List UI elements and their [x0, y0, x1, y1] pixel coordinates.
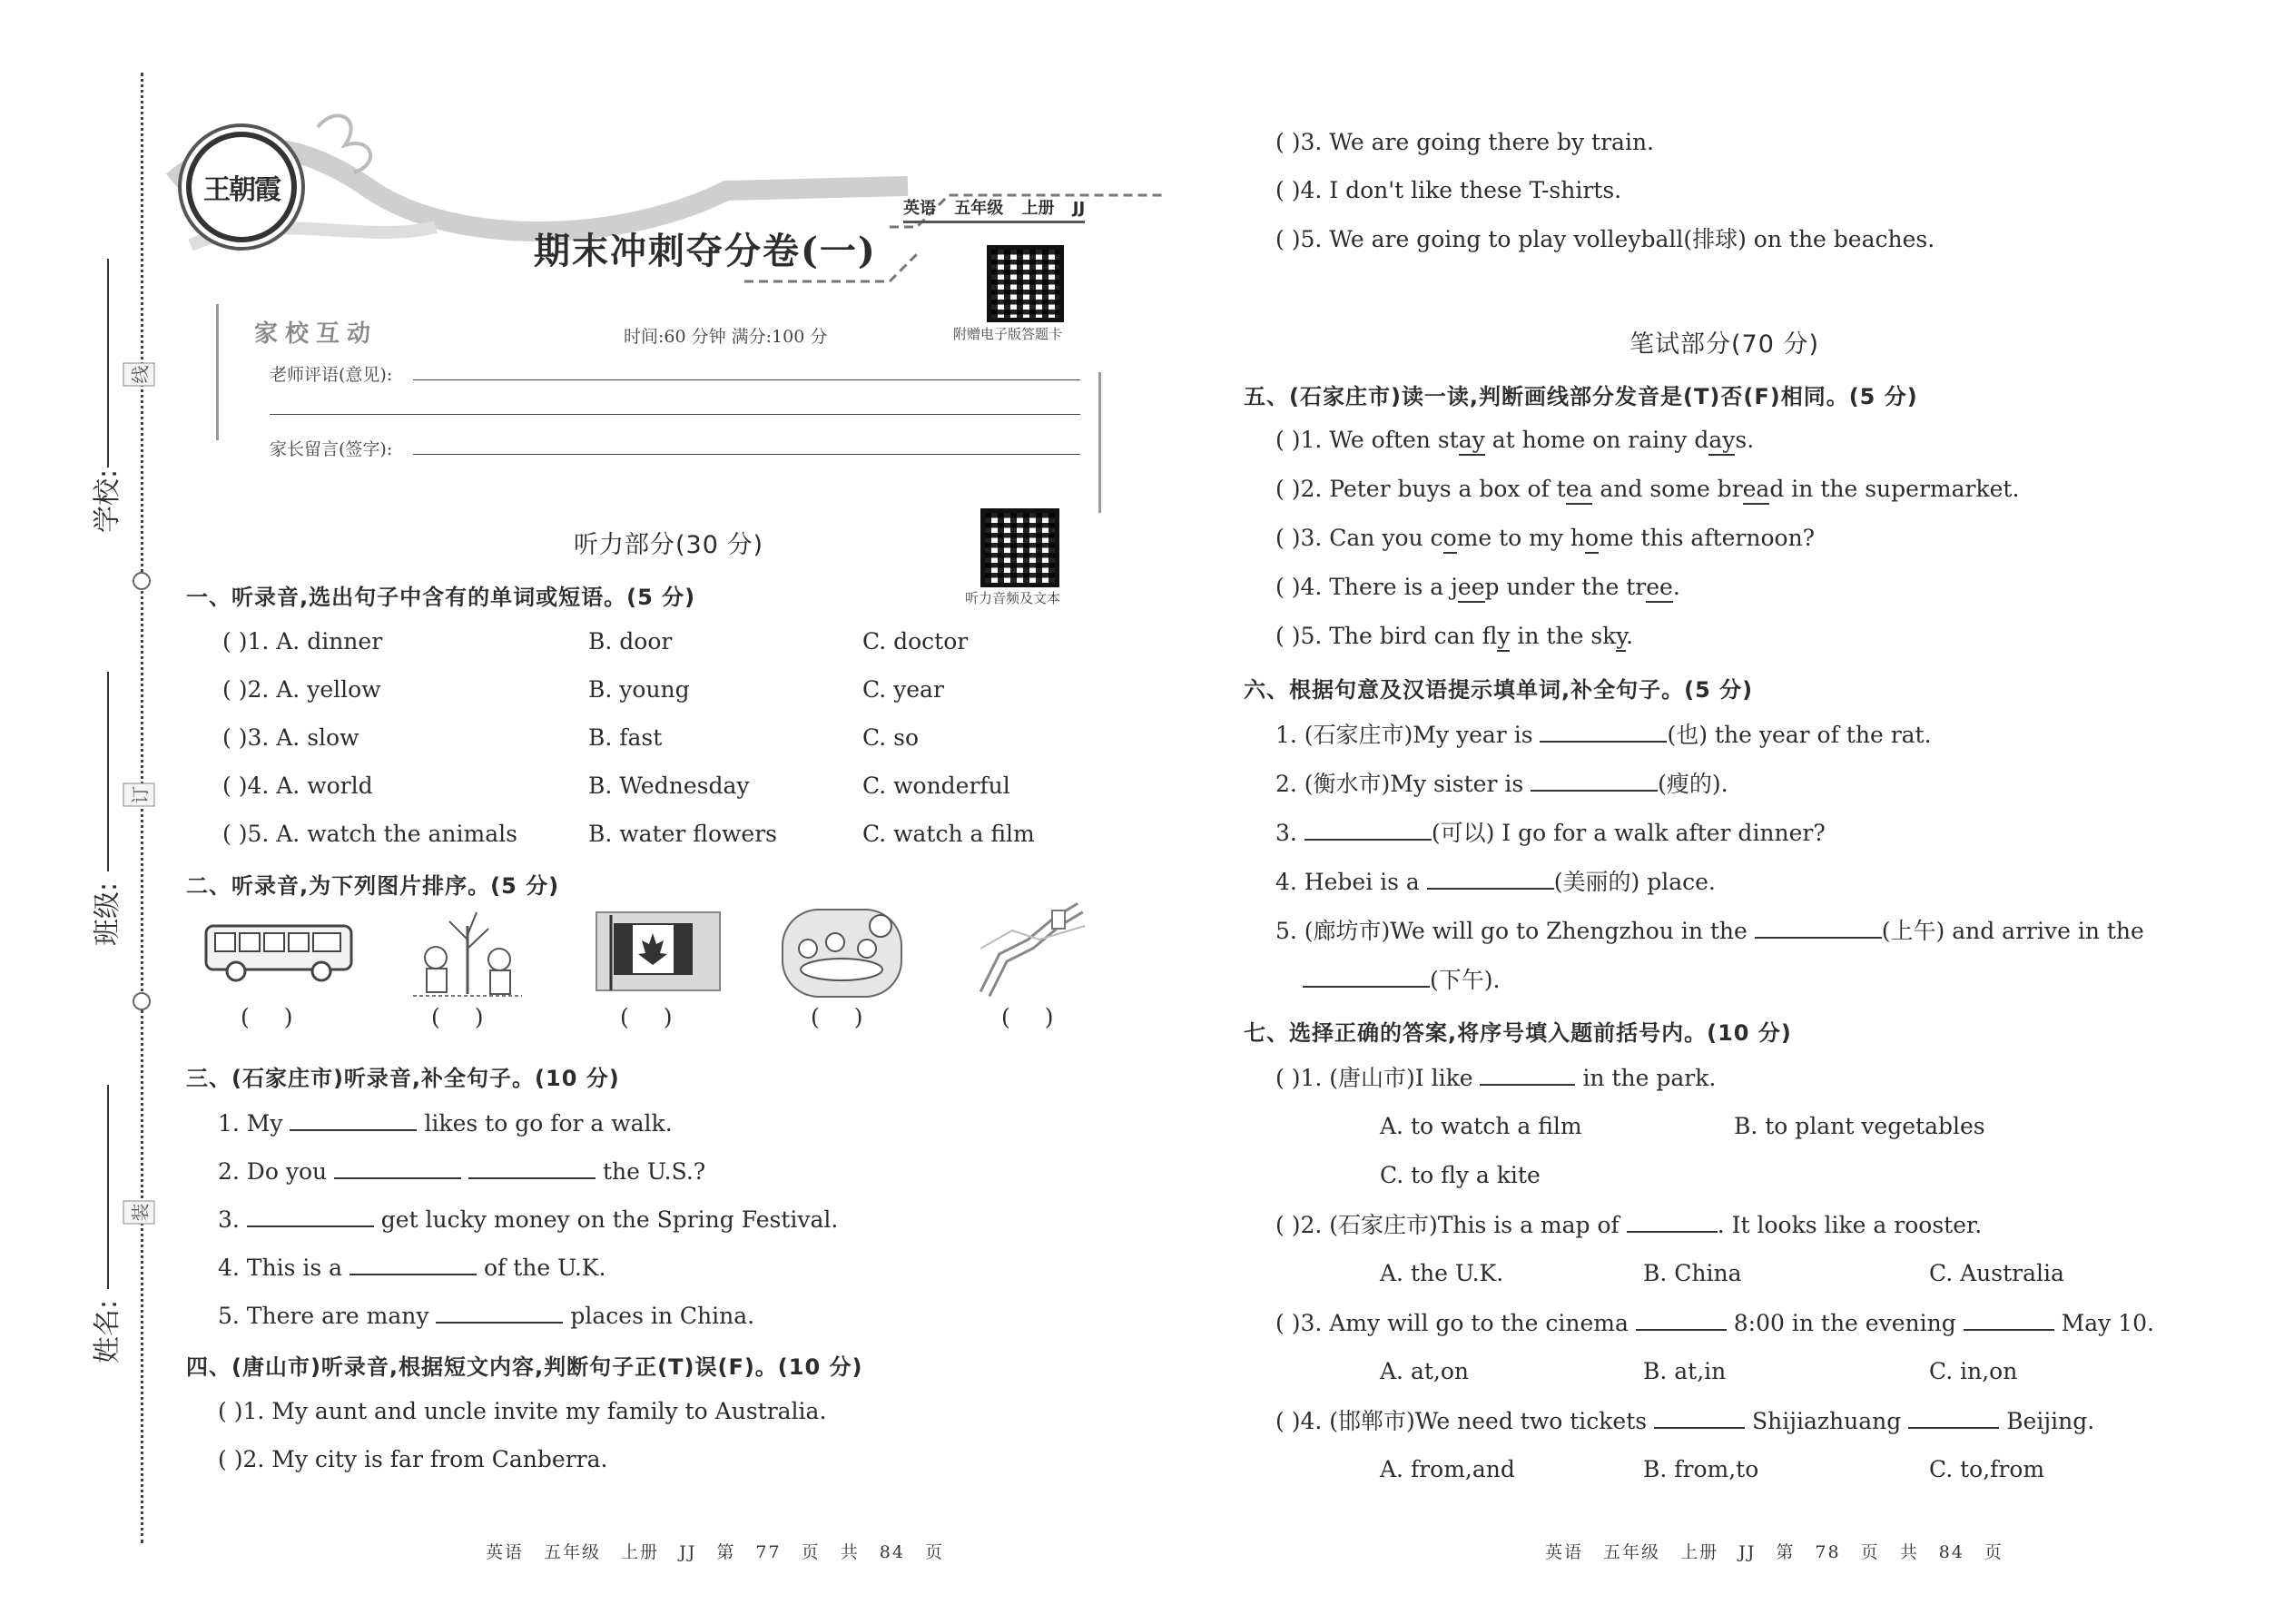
picture-flag-answer[interactable]: ( ): [620, 1004, 673, 1030]
s7-q2[interactable]: [1275, 1211, 1982, 1239]
s6-item-4[interactable]: [1275, 868, 1716, 896]
section-7-heading: 七、选择正确的答案,将序号填入题前括号内。(10 分): [1244, 1020, 1792, 1046]
s3-item-2-blank-2[interactable]: [468, 1157, 596, 1179]
s7-q3-post: May 10.: [2061, 1310, 2154, 1336]
s7-q4-blank-1[interactable]: [1654, 1407, 1745, 1429]
s6-item-4-pre: 4. Hebei is a: [1275, 869, 1420, 895]
s5-item-5-m: in the sk: [1510, 623, 1617, 649]
s1-item-3-c: C. so: [862, 724, 920, 751]
logo-seal: [186, 132, 297, 242]
s6-item-1-blank[interactable]: [1540, 721, 1667, 743]
s7-q3[interactable]: [1275, 1309, 2154, 1337]
s7-q1-blank[interactable]: [1480, 1064, 1575, 1086]
s3-item-5-pre: 5. There are many: [218, 1303, 429, 1329]
s7-q2-blank[interactable]: [1627, 1211, 1718, 1233]
section-3-heading: 三、(石家庄市)听录音,补全句子。(10 分): [186, 1066, 620, 1091]
s4-item-1[interactable]: ( )1. My aunt and uncle invite my family to Australia.: [218, 1398, 827, 1424]
s5-item-3-e: me this afternoon?: [1599, 525, 1816, 551]
parent-comment-label: 家长留言(签字):: [270, 439, 393, 459]
s5-item-2-m: and some br: [1592, 476, 1743, 502]
s7-q3-c: C. in,on: [1929, 1358, 2018, 1384]
picture-dinner-answer[interactable]: ( ): [811, 1004, 863, 1030]
answer-card-qr-code: [987, 245, 1064, 322]
s5-item-5[interactable]: [1275, 623, 1633, 650]
s7-q1-pre: ( )1. (唐山市)I like: [1275, 1065, 1473, 1091]
s6-item-5-blank-1[interactable]: [1755, 917, 1882, 939]
s7-q1-c: C. to fly a kite: [1380, 1162, 1541, 1188]
s1-item-5[interactable]: ( )5. A. watch the animals: [222, 821, 517, 847]
answer-card-qr-caption: 附赠电子版答题卡: [953, 326, 1063, 342]
footer-right: 英语 五年级 上册 JJ 第 78 页 共 84 页: [1545, 1542, 2004, 1562]
s6-item-3-pre: 3.: [1275, 820, 1297, 846]
s6-item-3-blank[interactable]: [1305, 819, 1432, 841]
s3-item-3-blank[interactable]: [247, 1206, 374, 1227]
binder-class-line: [107, 672, 109, 871]
jiaxiao-right-rule: [1098, 372, 1101, 513]
s7-q2-b: B. China: [1643, 1260, 1742, 1286]
s5-item-2-u2: ea: [1743, 476, 1770, 505]
section-4-heading: 四、(唐山市)听录音,根据短文内容,判断句子正(T)误(F)。(10 分): [186, 1354, 863, 1380]
jiaxiao-left-rule: [216, 304, 219, 440]
binder-school-line: [107, 259, 109, 468]
s3-item-4[interactable]: [218, 1254, 605, 1282]
teacher-comment-line-2[interactable]: [270, 414, 1080, 415]
s3-item-3-pre: 3.: [218, 1206, 240, 1233]
time-score: 时间:60 分钟 满分:100 分: [624, 327, 828, 347]
binder-dotted-line: [141, 73, 143, 1543]
s3-item-4-blank[interactable]: [350, 1254, 477, 1275]
s7-q3-mid: 8:00 in the evening: [1733, 1310, 1956, 1336]
binder-class-label: 班级:: [92, 881, 124, 947]
s7-q2-pre: ( )2. (石家庄市)This is a map of: [1275, 1212, 1620, 1238]
s6-item-2[interactable]: [1275, 770, 1728, 798]
listening-qr-caption: 听力音频及文本: [965, 590, 1061, 606]
s3-item-1-post: likes to go for a walk.: [424, 1110, 673, 1137]
s1-item-5-c: C. watch a film: [862, 821, 1035, 847]
s1-item-1[interactable]: ( )1. A. dinner: [222, 628, 383, 655]
s6-item-5-line-2[interactable]: [1303, 966, 1500, 994]
s6-item-2-post: (瘦的).: [1658, 771, 1728, 797]
s6-item-5-blank-2[interactable]: [1303, 966, 1430, 988]
s7-q4-c: C. to,from: [1929, 1456, 2045, 1482]
section-2-heading: 二、听录音,为下列图片排序。(5 分): [186, 873, 560, 899]
binder-school-label: 学校:: [92, 468, 124, 534]
s7-q1-post: in the park.: [1582, 1065, 1717, 1091]
s7-q1-b: B. to plant vegetables: [1734, 1113, 1985, 1139]
s4-item-5[interactable]: ( )5. We are going to play volleyball(排球) on the beaches.: [1275, 226, 1935, 252]
parent-comment-line[interactable]: [413, 454, 1080, 455]
s5-item-1-u2: ay: [1708, 427, 1735, 456]
picture-family-dinner: [781, 908, 903, 999]
binder-name-line: [107, 1085, 109, 1289]
s4-item-3[interactable]: ( )3. We are going there by train.: [1275, 129, 1655, 155]
s5-item-1-m: at home on rainy d: [1484, 427, 1709, 453]
s1-item-1-c: C. doctor: [862, 628, 969, 655]
jiaxiao-badge: 家校互动: [254, 320, 379, 348]
subject-tags: 英语 五年级 上册 JJ: [903, 195, 1085, 223]
s3-item-5-blank[interactable]: [436, 1302, 563, 1324]
s7-q2-c: C. Australia: [1929, 1260, 2064, 1286]
picture-bus: [202, 917, 356, 985]
s7-q1-a: A. to watch a film: [1380, 1113, 1582, 1139]
s6-item-5-pre: 5. (廊坊市)We will go to Zhengzhou in the: [1275, 918, 1748, 944]
s3-item-4-pre: 4. This is a: [218, 1255, 343, 1281]
s5-item-4-e: .: [1672, 574, 1680, 600]
section-6-heading: 六、根据句意及汉语提示填单词,补全句子。(5 分): [1244, 677, 1754, 703]
s6-item-2-pre: 2. (衡水市)My sister is: [1275, 771, 1524, 797]
s5-item-2-u1: ea: [1566, 476, 1593, 505]
section-1-heading: 一、听录音,选出句子中含有的单词或短语。(5 分): [186, 585, 696, 610]
s6-item-5-line2: (下午).: [1430, 967, 1501, 993]
s7-q3-pre: ( )3. Amy will go to the cinema: [1275, 1310, 1629, 1336]
binder-mark-1: [133, 572, 151, 590]
picture-great-wall: [976, 894, 1089, 999]
s1-item-3-b: B. fast: [588, 724, 663, 751]
s3-item-2-blank-1[interactable]: [334, 1157, 461, 1179]
s3-item-2-pre: 2. Do you: [218, 1158, 328, 1185]
s5-item-2-e: d in the supermarket.: [1769, 476, 2020, 502]
s3-item-2-post: the U.S.?: [602, 1158, 706, 1185]
s1-item-4-b: B. Wednesday: [588, 773, 750, 799]
listening-qr-code: [980, 508, 1059, 587]
s7-q4-blank-2[interactable]: [1908, 1407, 1999, 1429]
s3-item-1[interactable]: [218, 1109, 673, 1137]
s3-item-5[interactable]: [218, 1302, 754, 1330]
s3-item-3-post: get lucky money on the Spring Festival.: [380, 1206, 839, 1233]
binder-mark-2: [133, 992, 151, 1010]
s1-item-4[interactable]: ( )4. A. world: [222, 773, 373, 799]
s6-item-4-blank[interactable]: [1427, 868, 1554, 890]
logo-text: 王朝霞: [203, 174, 280, 206]
written-title: 笔试部分(70 分): [1629, 330, 1820, 359]
s7-q3-b: B. at,in: [1643, 1358, 1727, 1384]
picture-planting: [409, 903, 527, 1003]
s7-q4-a: A. from,and: [1380, 1456, 1515, 1482]
picture-canada-flag: [595, 910, 722, 992]
s3-item-1-pre: 1. My: [218, 1110, 283, 1137]
picture-planting-answer[interactable]: ( ): [431, 1004, 484, 1030]
s5-item-3[interactable]: [1275, 525, 1815, 552]
s7-q3-blank-1[interactable]: [1636, 1309, 1727, 1331]
s5-item-1-e: s.: [1735, 427, 1755, 453]
binder-tag-zhuang: 装: [123, 1201, 155, 1225]
picture-wall-answer[interactable]: ( ): [1001, 1004, 1054, 1030]
s1-item-3[interactable]: ( )3. A. slow: [222, 724, 359, 751]
s5-item-5-p: ( )5. The bird can fl: [1275, 623, 1498, 649]
binder-tag-xian: 线: [123, 363, 155, 387]
s5-item-3-p: ( )3. Can you c: [1275, 525, 1443, 551]
s5-item-4-u1: ee: [1458, 574, 1485, 603]
s5-item-2-p: ( )2. Peter buys a box of t: [1275, 476, 1566, 502]
teacher-comment-label: 老师评语(意见):: [270, 365, 393, 385]
s5-item-2[interactable]: [1275, 476, 2019, 503]
s5-item-3-m: me to my h: [1456, 525, 1585, 551]
s6-item-1-post: (也) the year of the rat.: [1667, 722, 1932, 748]
s4-item-2[interactable]: ( )2. My city is far from Canberra.: [218, 1446, 608, 1472]
s3-item-5-post: places in China.: [570, 1303, 755, 1329]
s6-item-5-mid: (上午) and arrive in the: [1881, 918, 2144, 944]
s3-item-1-blank[interactable]: [290, 1109, 417, 1131]
s5-item-4[interactable]: [1275, 574, 1680, 601]
s7-q1[interactable]: [1275, 1064, 1716, 1092]
s6-item-2-blank[interactable]: [1531, 770, 1658, 792]
s6-item-3-post: (可以) I go for a walk after dinner?: [1431, 820, 1826, 846]
s5-item-1[interactable]: [1275, 427, 1754, 454]
s5-item-5-e: .: [1626, 623, 1634, 649]
section-5-heading: 五、(石家庄市)读一读,判断画线部分发音是(T)否(F)相同。(5 分): [1244, 384, 1918, 409]
s7-q2-post: . It looks like a rooster.: [1717, 1212, 1983, 1238]
s5-item-5-u1: y: [1497, 623, 1510, 652]
s5-item-4-p: ( )4. There is a j: [1275, 574, 1458, 600]
s6-item-5[interactable]: [1275, 917, 2144, 945]
s3-item-2[interactable]: [218, 1157, 705, 1186]
s6-item-1-pre: 1. (石家庄市)My year is: [1275, 722, 1533, 748]
s1-item-2-c: C. year: [862, 676, 944, 703]
s7-q4-mid: Shijiazhuang: [1752, 1408, 1902, 1434]
s7-q4-b: B. from,to: [1643, 1456, 1759, 1482]
listening-title: 听力部分(30 分): [574, 531, 764, 559]
s5-item-1-p: ( )1. We often st: [1275, 427, 1459, 453]
s7-q4-post: Beijing.: [2006, 1408, 2095, 1434]
s7-q4[interactable]: [1275, 1407, 2094, 1435]
s1-item-4-c: C. wonderful: [862, 773, 1010, 799]
teacher-comment-line[interactable]: [413, 379, 1080, 380]
s7-q4-pre: ( )4. (邯郸市)We need two tickets: [1275, 1408, 1648, 1434]
s5-item-4-m: p under the tr: [1484, 574, 1647, 600]
s7-q3-blank-2[interactable]: [1964, 1309, 2054, 1331]
s1-item-5-b: B. water flowers: [588, 821, 778, 847]
picture-bus-answer[interactable]: ( ): [241, 1004, 293, 1030]
s5-item-3-u2: o: [1585, 525, 1599, 554]
binder-tag-ding: 订: [123, 783, 155, 807]
s1-item-2[interactable]: ( )2. A. yellow: [222, 676, 381, 703]
s5-item-4-u2: ee: [1646, 574, 1673, 603]
s5-item-5-u2: y: [1616, 623, 1626, 652]
s6-item-1[interactable]: [1275, 721, 1932, 749]
exam-title: 期末冲刺夺分卷(一): [534, 230, 877, 272]
binder-name-label: 姓名:: [92, 1299, 124, 1364]
s4-item-4[interactable]: ( )4. I don't like these T-shirts.: [1275, 177, 1622, 203]
s3-item-4-post: of the U.K.: [483, 1255, 606, 1281]
s3-item-3[interactable]: [218, 1206, 838, 1234]
s1-item-2-b: B. young: [588, 676, 690, 703]
s6-item-4-post: (美丽的) place.: [1553, 869, 1716, 895]
s5-item-3-u1: o: [1443, 525, 1457, 554]
s5-item-1-u1: ay: [1459, 427, 1485, 456]
footer-left: 英语 五年级 上册 JJ 第 77 页 共 84 页: [486, 1542, 944, 1562]
s1-item-1-b: B. door: [588, 628, 673, 655]
s7-q3-a: A. at,on: [1380, 1358, 1469, 1384]
s6-item-3[interactable]: [1275, 819, 1826, 847]
s7-q2-a: A. the U.K.: [1380, 1260, 1504, 1286]
